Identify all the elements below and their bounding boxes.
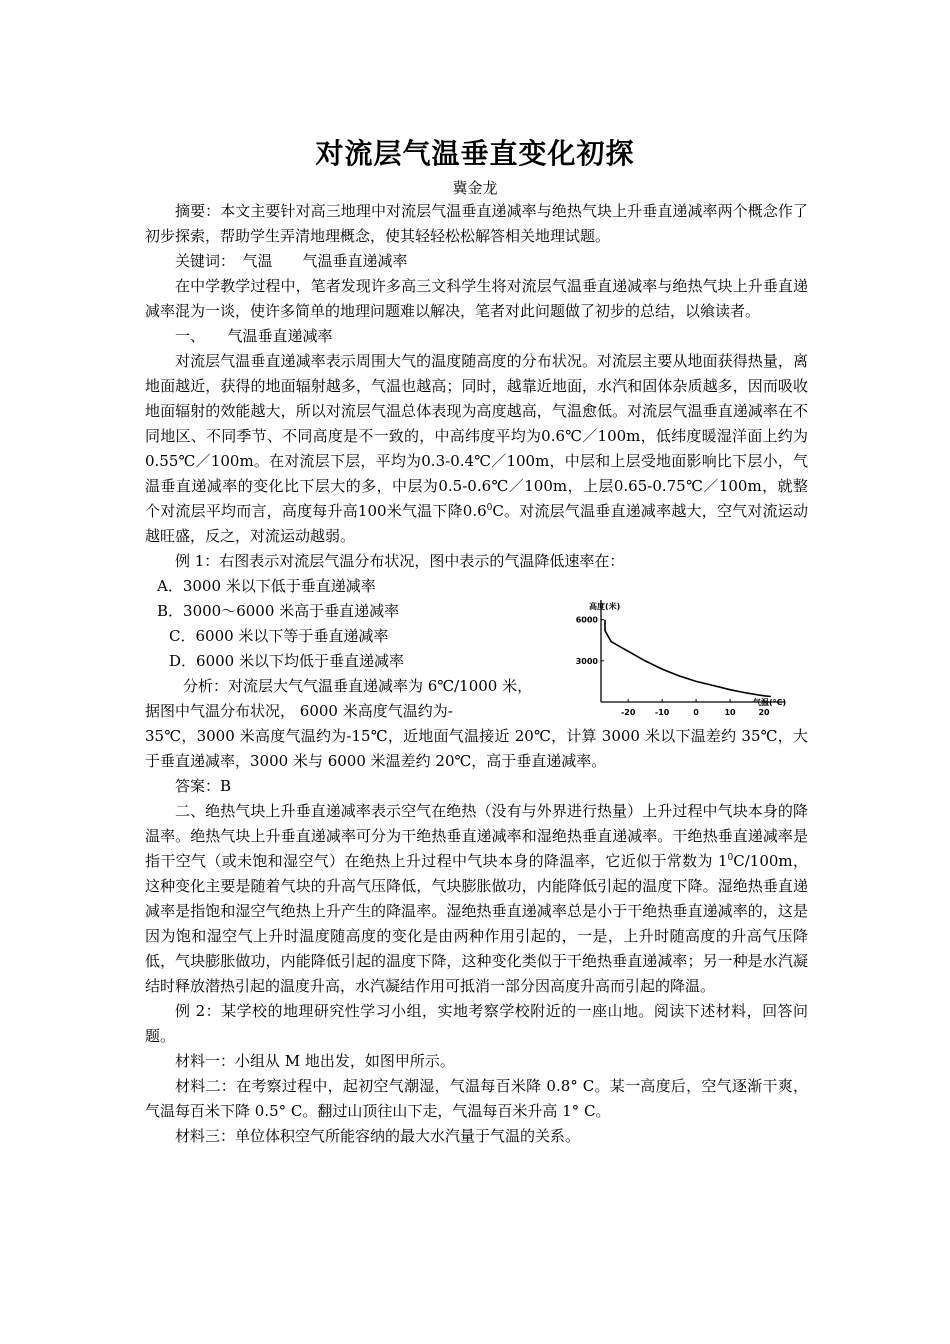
abstract: 摘要：本文主要针对高三地理中对流层气温垂直递减率与绝热气块上升垂直递减率两个概念作了初步探索，帮助学生弄清地理概念，使其轻轻松松解答相关地理试题。 [145, 202, 808, 245]
option-c: C．6000 米以下等于垂直递减率 [169, 627, 389, 645]
temperature-curve [605, 620, 771, 697]
x-tick-label: 20 [758, 708, 770, 717]
example2-intro: 例 2：某学校的地理研究性学习小组，实地考察学校附近的一座山地。阅读下述材料，回答问题。 [145, 1002, 808, 1045]
analysis-line-2: 据图中气温分布状况， 6000 米高度气温约为- [145, 702, 453, 720]
example1-question: 例 1：右图表示对流层气温分布状况，图中表示的气温降低速率在： [175, 552, 625, 570]
section1-text-b: C。对流层气温垂直递减率越大，空气对流运动越旺盛，反之，对流运动越弱。 [145, 502, 808, 545]
x-tick-label: 0 [693, 708, 699, 717]
option-a: A．3000 米以下低于垂直递减率 [157, 577, 376, 595]
analysis-rest: 35℃，3000 米高度气温约为-15℃，近地面气温接近 20℃，计算 3000 米以下温差约 35℃，大于垂直递减率，3000 米与 6000 米温差约 20℃，高于垂直递减率。 [145, 727, 808, 770]
document-title: 对流层气温垂直变化初探 [315, 137, 635, 170]
y-tick-label: 6000 [575, 615, 598, 625]
x-tick-label: 10 [724, 708, 736, 717]
section2-superscript: 0 [727, 853, 734, 863]
section2-paragraph [145, 799, 808, 999]
section2-text-b: C/100m，这种变化主要是随着气块的升高气压降低，气块膨胀做功，内能降低引起的温度下降。湿绝热垂直递减率是指饱和湿空气绝热上升产生的降温率。湿绝热垂直递减率总是小于干绝热垂直递减率的，这是因为饱和湿空气上升时温度随高度的变化是由两种作用引起的，一是，上升时随高度的升高气压降低，气块膨胀做功，内能降低引起的温度下降，这种变化类似于干绝热垂直递减率；另一种是水汽凝结时释放潜热引起的温度升高，水汽凝结作用可抵消一部分因高度升高而引起的降温。 [145, 852, 808, 995]
option-b: B．3000～6000 米高于垂直递减率 [157, 602, 400, 620]
analysis-line-1: 分析：对流层大气气温垂直递减率为 6℃/1000 米， [183, 677, 533, 695]
option-d: D．6000 米以下均低于垂直递减率 [169, 652, 404, 670]
material-1: 材料一：小组从 M 地出发，如图甲所示。 [175, 1052, 455, 1070]
author-name: 冀金龙 [452, 179, 498, 197]
section1-superscript: 0 [486, 503, 493, 513]
y-tick-label: 3000 [575, 656, 598, 666]
x-tick-label: -10 [654, 708, 670, 717]
material-2: 材料二：在考察过程中，起初空气潮湿，气温每百米降 0.8° C。某一高度后，空气逐渐干爽，气温每百米下降 0.5° C。翻过山顶往山下走，气温每百米升高 1° C。 [145, 1077, 808, 1120]
section1-paragraph [145, 349, 808, 549]
section1-text-a: 对流层气温垂直递减率表示周围大气的温度随高度的分布状况。对流层主要从地面获得热量，离地面越近，获得的地面辐射越多，气温也越高；同时，越靠近地面，水汽和固体杂质越多，因而吸收地面辐射的效能越大，所以对流层气温总体表现为高度越高，气温愈低。对流层气温垂直递减率在不同地区、不同季节、不同高度是不一致的，中高纬度平均为0.6℃／100m，低纬度暖湿洋面上约为0.55℃／100m。在对流层下层，平均为0.3-0.4℃／100m，中层和上层受地面影响比下层小，气温垂直递减率的变化比下层大的多，中层为0.5-0.6℃／100m，上层0.65-0.75℃／100m，就整个对流层平均而言，高度每升高100米气温下降0.6 [145, 352, 808, 520]
section2-text-a: 二、绝热气块上升垂直递减率表示空气在绝热（没有与外界进行热量）上升过程中气块本身的降温率。绝热气块上升垂直递减率可分为干绝热垂直递减率和湿绝热垂直递减率。干绝热垂直递减率是指干空气（或未饱和湿空气）在绝热上升过程中气块本身的降温率，它近似于常数为 1 [145, 802, 808, 870]
x-tick-label: -20 [620, 708, 636, 717]
y-axis-label: 高度(米) [589, 602, 621, 611]
material-3: 材料三：单位体积空气所能容纳的最大水汽量于气温的关系。 [175, 1127, 581, 1145]
answer: 答案：B [175, 777, 232, 795]
intro-paragraph: 在中学教学过程中，笔者发现许多高三文科学生将对流层气温垂直递减率与绝热气块上升垂直递减率混为一谈，使许多简单的地理问题难以解决，笔者对此问题做了初步的总结，以飨读者。 [145, 277, 808, 320]
temperature-height-chart [575, 598, 790, 720]
keywords: 关键词： 气温 气温垂直递减率 [175, 252, 408, 270]
section1-heading: 一、 气温垂直递减率 [175, 327, 333, 345]
x-axis-label: 气温(°C) [753, 698, 787, 707]
